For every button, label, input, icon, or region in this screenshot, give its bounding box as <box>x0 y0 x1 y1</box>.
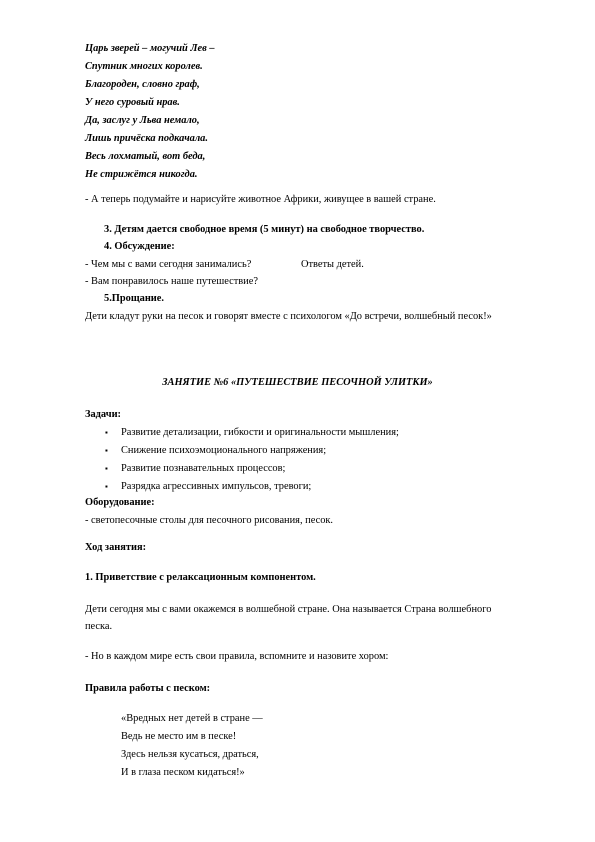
poem-line: Не стрижётся никогда. <box>85 169 198 180</box>
poem-line: Благороден, словно граф, <box>85 79 200 90</box>
discussion-question: - Чем мы с вами сегодня занимались? <box>85 259 252 270</box>
step-3-heading: 3. Детям дается свободное время (5 минут) на свободное творчество. <box>104 224 425 235</box>
equipment-heading: Оборудование: <box>85 497 155 508</box>
poem-line: У него суровый нрав. <box>85 97 180 108</box>
poem-line: Весь лохматый, вот беда, <box>85 151 206 162</box>
rules-poem-line: И в глаза песком кидаться!» <box>121 767 245 778</box>
rules-poem-line: Ведь не место им в песке! <box>121 731 237 742</box>
course-heading: Ход занятия: <box>85 542 147 553</box>
tasks-heading: Задачи: <box>85 409 122 420</box>
rules-poem-line: Здесь нельзя кусаться, драться, <box>121 749 259 760</box>
lesson-title: ЗАНЯТИЕ №6 «ПУТЕШЕСТВИЕ ПЕСОЧНОЙ УЛИТКИ» <box>162 377 433 388</box>
discussion-answer: Ответы детей. <box>301 259 364 270</box>
step-4-heading: 4. Обсуждение: <box>104 241 175 252</box>
farewell-text: Дети кладут руки на песок и говорят вместе с психологом «До встречи, волшебный песок!» <box>85 311 492 322</box>
bullet-icon: ▪ <box>105 446 108 455</box>
bullet-icon: ▪ <box>105 482 108 491</box>
rules-heading: Правила работы с песком: <box>85 683 211 694</box>
discussion-question: - Вам понравилось наше путешествие? <box>85 276 258 287</box>
rules-poem-line: «Вредных нет детей в стране — <box>121 713 263 724</box>
step-5-heading: 5.Прощание. <box>104 293 164 304</box>
task-item: Развитие познавательных процессов; <box>121 463 286 474</box>
intro-text: песка. <box>85 621 113 632</box>
intro-text: Дети сегодня мы с вами окажемся в волшебной стране. Она называется Страна волшебного <box>85 604 492 615</box>
equipment-text: - светопесочные столы для песочного рисования, песок. <box>85 515 334 526</box>
bullet-icon: ▪ <box>105 428 108 437</box>
poem-line: Да, заслуг у Льва немало, <box>85 115 200 126</box>
task-item: Развитие детализации, гибкости и оригинальности мышления; <box>121 427 399 438</box>
greeting-heading: 1. Приветствие с релаксационным компонентом. <box>85 572 316 583</box>
task-item: Снижение психоэмоционального напряжения; <box>121 445 327 456</box>
draw-task-text: - А теперь подумайте и нарисуйте животное Африки, живущее в вашей стране. <box>85 194 436 205</box>
rules-intro-text: - Но в каждом мире есть свои правила, вспомните и назовите хором: <box>85 651 389 662</box>
poem-line: Лишь причёска подкачала. <box>85 133 208 144</box>
bullet-icon: ▪ <box>105 464 108 473</box>
poem-line: Царь зверей – могучий Лев – <box>85 43 215 54</box>
poem-line: Спутник многих королев. <box>85 61 203 72</box>
task-item: Разрядка агрессивных импульсов, тревоги; <box>121 481 312 492</box>
